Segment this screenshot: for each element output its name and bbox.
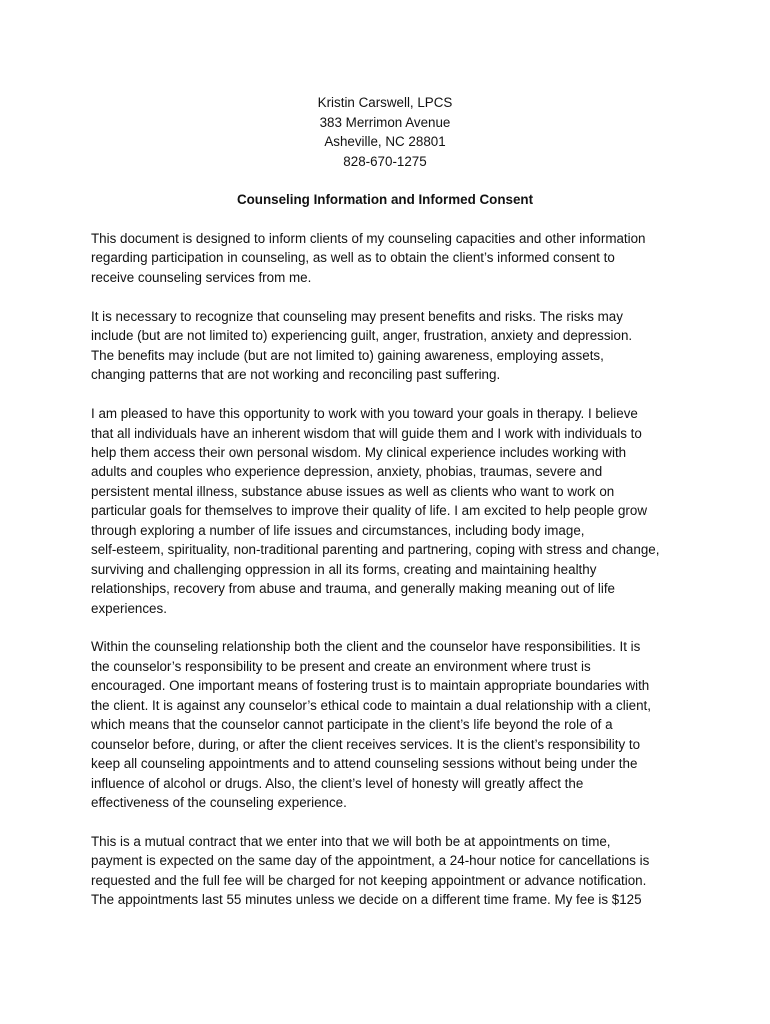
text-line: This is a mutual contract that we enter into that we will both be at appointments on time, [91,833,611,849]
text-line: It is necessary to recognize that counseling may present benefits and risks. The risks may [91,308,623,324]
text-line: I am pleased to have this opportunity to work with you toward your goals in therapy. I believe [91,406,638,422]
text-line: that all individuals have an inherent wisdom that will guide them and I work with individuals to [91,425,642,441]
paragraph-experience [91,404,691,618]
text-line: counselor before, during, or after the client receives services. It is the client’s responsibility to [91,736,641,752]
street-address: 383 Merrimon Avenue [319,114,451,130]
document-title: Counseling Information and Informed Consent [236,192,534,207]
text-line: include (but are not limited to) experiencing guilt, anger, frustration, anxiety and depression. [91,328,633,344]
text-line: effectiveness of the counseling experience. [91,795,347,811]
text-line: The appointments last 55 minutes unless we decide on a different time frame. My fee is $125 [91,892,642,908]
text-line: surviving and challenging oppression in all its forms, creating and maintaining healthy [91,561,597,577]
text-line: relationships, recovery from abuse and trauma, and generally making meaning out of life [91,581,616,597]
text-line: self-esteem, spirituality, non-traditional parenting and partnering, coping with stress and change, [91,542,660,558]
letterhead [0,93,770,171]
text-line: influence of alcohol or drugs. Also, the client’s level of honesty will greatly affect the [91,775,584,791]
document-body [91,229,691,929]
text-line: help them access their own personal wisdom. My clinical experience includes working with [91,444,627,460]
text-line: the client. It is against any counselor’s ethical code to maintain a dual relationship with a client, [91,697,652,713]
text-line: receive counseling services from me. [91,269,312,285]
counselor-name: Kristin Carswell, LPCS [317,95,453,110]
city-state-zip: Asheville, NC 28801 [324,134,446,149]
paragraph-benefits-risks [91,307,691,385]
text-line: regarding participation in counseling, as well as to obtain the client’s informed consent to [91,250,615,266]
paragraph-purpose [91,229,691,287]
text-line: payment is expected on the same day of the appointment, a 24-hour notice for cancellations is [91,853,650,869]
paragraph-responsibilities [91,637,691,812]
text-line: changing patterns that are not working and reconciling past suffering. [91,367,501,383]
text-line: This document is designed to inform clients of my counseling capacities and other information [91,231,646,246]
text-line: The benefits may include (but are not limited to) gaining awareness, employing assets, [91,347,604,363]
text-line: adults and couples who experience depression, anxiety, phobias, traumas, severe and [91,464,603,480]
phone-number: 828-670-1275 [343,153,427,169]
text-line: Within the counseling relationship both the client and the counselor have responsibilities. It is [91,639,641,655]
text-line: persistent mental illness, substance abuse issues as well as clients who want to work on [91,483,615,499]
text-line: requested and the full fee will be charged for not keeping appointment or advance notification. [91,872,647,888]
text-line: the counselor’s responsibility to be present and create an environment where trust is [91,658,591,674]
text-line: encouraged. One important means of fostering trust is to maintain appropriate boundaries with [91,678,650,694]
text-line: which means that the counselor cannot participate in the client’s life beyond the role of a [91,717,613,733]
text-line: through exploring a number of life issues and circumstances, including body image, [91,522,585,538]
text-line: particular goals for themselves to improve their quality of life. I am excited to help people grow [91,503,647,519]
text-line: experiences. [91,600,167,616]
text-line: keep all counseling appointments and to attend counseling sessions without being under the [91,756,638,772]
paragraph-contract [91,832,691,910]
